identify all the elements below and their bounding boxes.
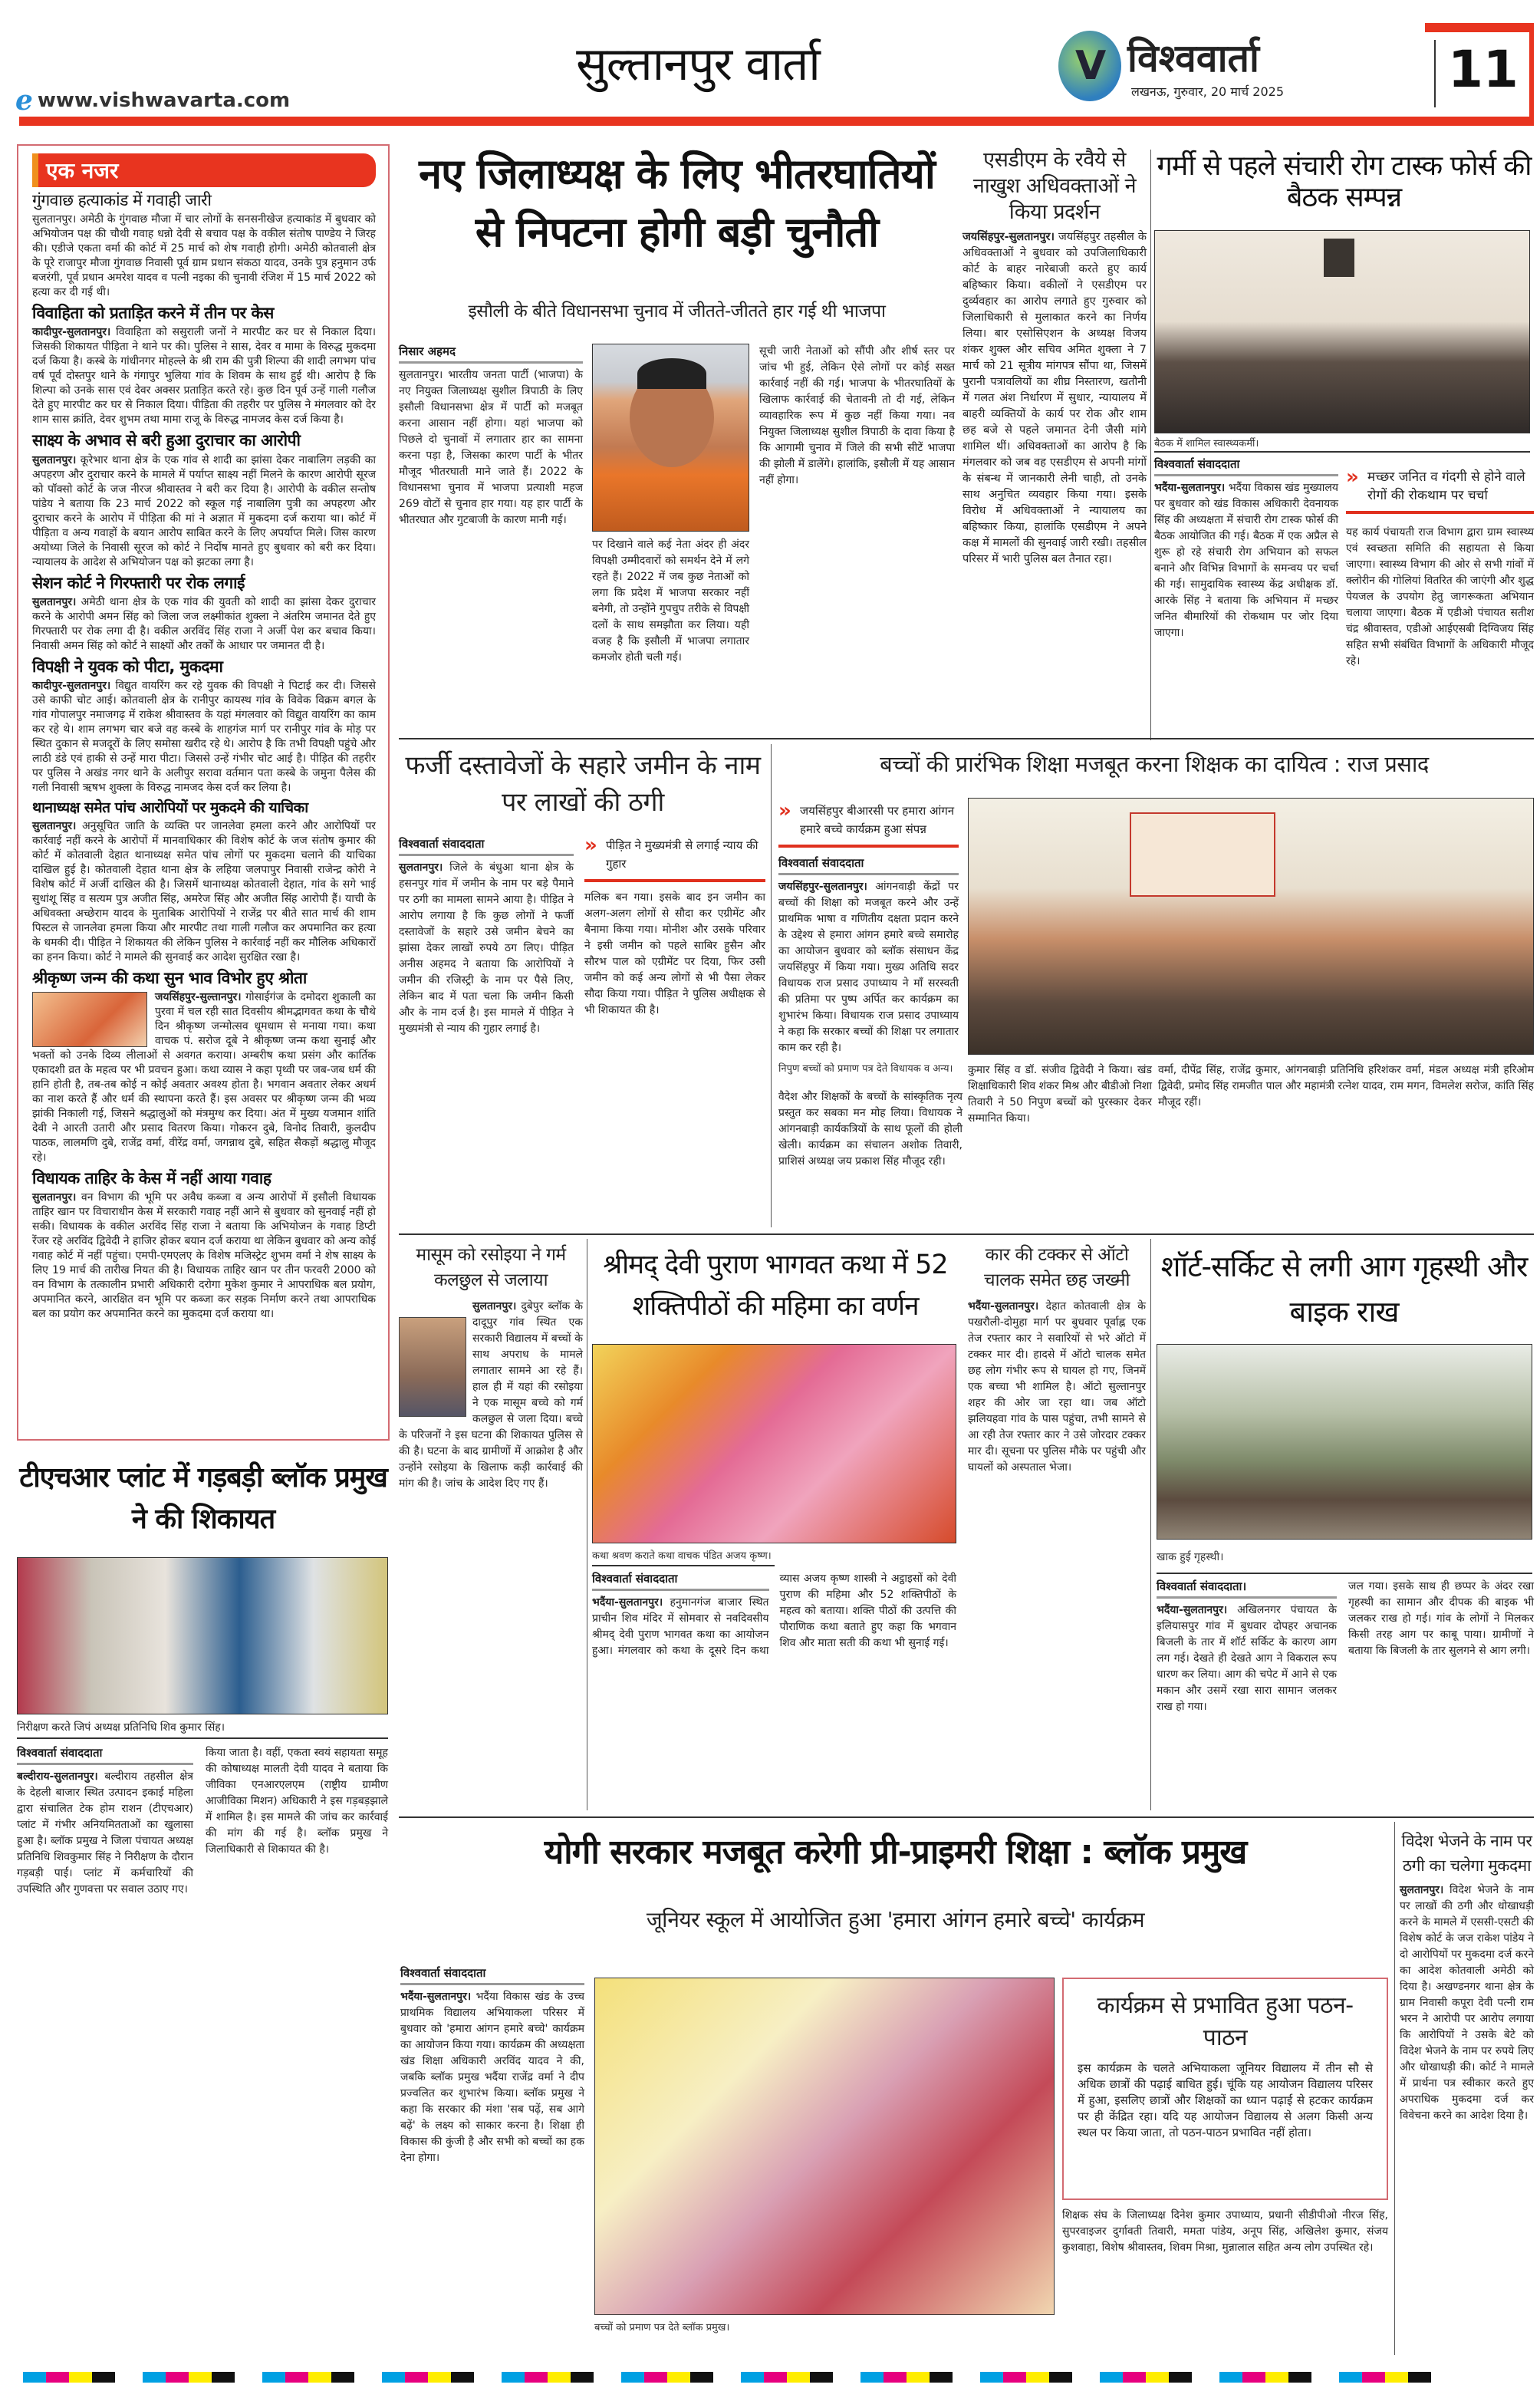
registration-swatch-group [502,2372,594,2389]
registration-swatch-group [1100,2372,1192,2389]
pull-quote: » पीड़ित ने मुख्यमंत्री से लगाई न्याय की गुहार [584,836,765,882]
divider [1394,1822,1395,2355]
registration-swatch [1123,2372,1146,2383]
registration-swatch [1169,2372,1192,2383]
yogi-subheadline: जूनियर स्कूल में आयोजित हुआ 'हमारा आंगन हमारे बच्चे' कार्यक्रम [646,1907,1145,1932]
registration-swatch [1219,2372,1242,2383]
registration-swatch [571,2372,594,2383]
accident-headline: कार की टक्कर से ऑटो चालक समेत छह जख्मी [984,1245,1130,1291]
brief-headline: गुंगवाछ हत्याकांड में गवाही जारी [32,191,212,209]
registration-swatch [1049,2372,1072,2383]
double-chevron-icon: » [584,834,597,857]
registration-swatch-group [143,2372,235,2389]
child-photo [399,1317,466,1417]
brief-headline: थानाध्यक्ष समेत पांच आरोपियों पर मुकदमे की याचिका [32,799,308,816]
color-registration-strip [0,2372,1540,2389]
section-divider [399,738,1534,739]
masthead-red-rule [19,117,1534,126]
devi-puran-caption: कथा श्रवण कराते कथा वाचक पंडित अजय कृष्ण। [592,1550,772,1562]
paper-logo-icon: V [1058,31,1121,101]
registration-swatch-group [980,2372,1072,2389]
land-fraud-col-2 [584,836,765,1231]
fire-col-1 [1157,1579,1337,1810]
land-fraud-body-2: मलिक बन गया। इसके बाद इन जमीन का अलग-अलग लोगों से सौदा कर एग्रीमेंट और बैनामा किया गया। मोनीश और उसके परिवार ने इसी जमीन को पहले साबिर हुसैन और सौरभ पाल को एग्रीमेंट पर दिया, फिर उसी जमीन को कई अन्य लोगों से भी पैसा लेकर सौदा किया गया। पीड़ित ने पुलिस अधीक्षक से भी शिकायत की है। [584,891,765,1016]
lead-col-1 [399,344,583,721]
registration-swatch [980,2372,1003,2383]
byline: विश्ववार्ता संवाददाता [778,855,959,875]
divider [1434,40,1436,107]
byline: विश्ववार्ता संवाददाता [17,1745,193,1765]
brief-item [32,574,376,654]
fire-body: भदैंया-सुलतानपुर। अखिलनगर पंचायत के इलियासपुर गांव में बुधवार दोपहर अचानक बिजली के तार में शॉर्ट सर्किट के कारण आग लग गई। देखते ही देखते आग ने विकराल रूप धारण कर लिया। आग की चपेट में आने से एक मकान और उसमें रखा सारा सामान जलकर राख हो गया। [1157,1604,1337,1713]
registration-swatch-group [860,2372,953,2389]
registration-swatch [23,2372,46,2383]
sdm-body: जयसिंहपुर-सुलतानपुर। जयसिंहपुर तहसील के अधिवक्ताओं ने बुधवार को उपजिलाधिकारी कोर्ट के बाहर नारेबाजी करते हुए कार्य बहिष्कार किया। वकीलों ने एसडीएम पर दुर्व्यवहार का आरोप लगाते हुए गुरुवार को जिलाधिकारी से मुलाकात करने का निर्णय लिया। बार एसोसिएशन के अध्यक्ष विजय शंकर शुक्ल और सचिव अमित शुक्ला ने 7 मार्च को 21 सूत्रीय मांगपत्र सौंपा था, जिसमें पुरानी पत्रावलियों का शीघ्र निस्तारण, खतौनी में गलत अंश निर्धारण में सुधार, न्यायालय में बाहरी व्यक्तियों के कार्य पर रोक और शाम छह बजे से पहले जमानत देनी जैसी मांगे शामिल थीं। अधिवक्ताओं का आरोप है कि मंगलवार को जब वह एसडीएम से अपनी मांगों के संबन्ध में जानकारी लेनी चाही, तो उनके साथ अनुचित व्यवहार किया गया। इसके विरोध में अधिवक्ताओं ने न्यायालय का बहिष्कार किया, हालांकि एसडीएम ने अपने कक्ष में मामलों की सुनवाई जारी रखी। तहसील परिसर में भारी पुलिस बल तैनात रहा। [962,231,1147,566]
task-force-photo [1154,230,1530,433]
brief-body: सुलतानपुर। कूरेभार थाना क्षेत्र के एक गांव से शादी का झांसा देकर नाबालिग लड़की का अपहरण और दुराचार करने के मामले में पर्याप्त साक्ष्य नहीं मिलने के कारण आरोपी सूरज को पॉक्सो कोर्ट के जज नीरज श्रीवास्तव ने बरी कर दिया है। आरोपी के वकील सन्तोष पांडेय ने बताया कि 23 मार्च 2022 को स्कूल गई नाबालिग पुत्री का अपहरण और दुराचार करने के आरोप में पीड़िता की मां ने अज्ञात में मुकदमा दर्ज कराया था। कोर्ट में पीड़िता व अन्य गवाहों के बयान आरोप साबित करने के लिए अपर्याप्त मिले। जिस कारण अयोध्या जिले के निवासी सूरज को कोर्ट ने निर्दोष मानते हुए बुधवार को बरी कर दिया। न्यायालय के आदेश से अभियोजन पक्ष को झटका लगा है। [32,453,377,568]
brief-body: जयसिंहपुर-सुल्तानपुर। गोसाईगंज के दमोदरा शुकाली का पुरवा में चल रही सात दिवसीय श्रीमद्भागवत कथा के चौथे दिन श्रीकृष्ण जन्मोत्सव धूमधाम से मनाया गया। कथा वाचक पं. सरोज दूबे ने श्रीकृष्ण जन्म कथा सुनाई और भक्तों को उनके दिव्य लीलाओं से अवगत कराया। अम्बरीष कथा प्रसंग और कार्तिक एकादशी व्रत के महत्व पर भी प्रवचन हुआ। कथा व्यास ने कहा पृथ्वी पर जब-जब धर्म की हानि होती है, तब-तब कोई न कोई अवतार अवश्य होता है। भगवान अवतार लेकर अधर्म का नाश करते हैं और धर्म की स्थापना करते हैं। इस अवसर पर श्रीकृष्ण जन्म की भव्य झांकी निकाली गई, जिसने श्रद्धालुओं को मंत्रमुग्ध कर दिया। अंत में मुख्य यजमान शांति देवी ने आरती उतारी और प्रसाद वितरण किया। गोकरन दुबे, विनोद तिवारी, कुलदीप पाठक, लालमणि दुबे, राजेंद्र वर्मा, वीरेंद्र वर्मा, जगन्नाथ दुबे, सहित सैकड़ों श्रद्धालु मौजूद रहे। [32,990,377,1164]
devi-puran-headline: श्रीमद् देवी पुराण भागवत कथा में 52 शक्तिपीठों की महिमा का वर्णन [603,1250,948,1322]
lead-body-col-3: सूची जारी नेताओं को सौंपी और शीर्ष स्तर पर जांच भी हुई, लेकिन ऐसे लोगों पर कोई सख्त कार्रवाई नहीं की गई। भाजपा के भीतरघातियों के खिलाफ कार्रवाई की चेतावनी तो दी गई, लेकिन व्यावहारिक रूप में कुछ नहीं किया गया। नव नियुक्त जिलाध्यक्ष सुशील त्रिपाठी के दावा किया है कि आगामी चुनाव में जिले की सभी सीटें भाजपा की झोली में डालेंगे। हालांकि, इसौली में यह आसान नहीं होगा। [759,345,955,486]
registration-swatch-group [1339,2372,1431,2389]
thr-col-1 [17,1745,193,2355]
videsh-body: सुलतानपुर। विदेश भेजने के नाम पर लाखों की ठगी और धोखाधड़ी करने के मामले में एससी-एसटी की विशेष कोर्ट के जज राकेश पांडेय ने दो आरोपियों पर मुकदमा दर्ज करने का आदेश कोतवाली अमेठी को दिया है। अखण्डनगर थाना क्षेत्र के ग्राम निवासी कपूरा देवी पत्नी राम भरन ने आरोपी पर आरोप लगाया कि आरोपियों ने उसके बेटे को विदेश भेजने के नाम पर रुपये लिए और धोखाधड़ी की। कोर्ट ने मामले में प्रार्थना पत्र स्वीकार करते हुए अपराधिक मुकदमा दर्ज कर विवेचना करने का आदेश दिया है। [1400,1884,1535,2122]
registration-swatch [741,2372,764,2383]
registration-swatch [644,2372,667,2383]
thr-body: बल्दीराय-सुलतानपुर। बल्दीराय तहसील क्षेत्र के देहली बाजार स्थित उत्पादन इकाई महिला द्वारा संचालित टेक होम राशन (टीएचआर) प्लांट में गंभीर अनियमितताओं का खुलासा हुआ है। ब्लॉक प्रमुख ने जिला पंचायत अध्यक्ष प्रतिनिधि शिवकुमार सिंह ने निरीक्षण के दौरान गड़बड़ी पाई। प्लांट में कर्मचारियों की उपस्थिति और गुणवत्ता पर सवाल उठाए गए। [17,1770,193,1895]
registration-swatch [667,2372,690,2383]
devi-puran-photo [592,1344,956,1543]
registration-swatch [405,2372,428,2383]
masthead [0,0,1540,130]
brief-item [32,1169,376,1322]
child-burn-story [399,1243,583,1810]
task-force-body: भदैंया-सुलतानपुर। भदैंया विकास खंड मुख्यालय पर बुधवार को खंड विकास अधिकारी देवनायक सिंह की अध्यक्षता में संचारी रोग टास्क फोर्स की बैठक आयोजित की गई। बैठक में एक अप्रैल से शुरू हो रहे संचारी रोग अभियान को सफल बनाने और विभिन्न विभागों के समन्वय पर चर्चा की गई। सामुदायिक स्वास्थ्य केंद्र अधीक्षक डॉ. आरके सिंह ने बताया कि अभियान में मच्छर जनित बीमारियों की रोकथाम पर जोर दिया जाएगा। [1154,482,1338,639]
brief-headline: विवाहिता को प्रताड़ित करने में तीन पर केस [32,304,274,323]
education-caption: निपुण बच्चों को प्रमाण पत्र देते विधायक व अन्य। [778,1063,953,1075]
registration-swatch-group [621,2372,713,2389]
brief-body: कादीपुर-सुलतानपुर। विद्युत वायरिंग कर रहे युवक की विपक्षी ने पिटाई कर दी। जिससे उसे काफी चोट आई। कोतवाली क्षेत्र के रानीपुर कायस्थ गांव के विवेक विक्रम बगल के गांव गोपालपुर नमाजगढ़ में राकेश श्रीवास्तव के यहां मंगलवार को विद्युत वायरिंग का काम कर रहे थे। शाम लगभग चार बजे वह कस्बे के शाहगंज मार्ग पर रानीपुर गांव के मोड़ पर स्थित दुकान से मजदूरों के लिए समोसा खरीद रहे थे। आरोप है कि तभी विपक्षी पहुंचे और लाठी डंडे एवं हाकी से उन्हें मारा पीटा। जिससे उन्हें गंभीर चोट आई है। पीड़ित की तहरीर पर पुलिस ने अखंड नगर थाने के अलीपुर सरावा वर्तमान पता कस्बे के जमुना पैलेस की गली निवासी ऋषभ शुक्ला के विरुद्ध नामजद केस दर्ज कर लिया है। [32,679,376,794]
box-headline: कार्यक्रम से प्रभावित हुआ पठन-पाठन [1097,1992,1354,2051]
thr-photo [17,1557,388,1714]
website-url[interactable]: e www.vishwavarta.com [15,84,291,117]
pull-quote: » जयसिंहपुर बीआरसी पर हमारा आंगन हमारे बच्चे कार्यक्रम हुआ संपन्न [778,802,959,848]
divider [1150,1239,1151,1810]
thr-caption: निरीक्षण करते जिपं अध्यक्ष प्रतिनिधि शिव कुमार सिंह। [17,1717,388,1739]
registration-swatch [262,2372,285,2383]
ek-nazar-box [17,144,390,1441]
dateline: लखनऊ, गुरुवार, 20 मार्च 2025 [1131,84,1285,99]
registration-swatch [1408,2372,1431,2383]
registration-swatch [166,2372,189,2383]
divider [1150,150,1151,740]
registration-swatch-group [382,2372,474,2389]
registration-swatch [884,2372,907,2383]
brief-item [32,799,376,965]
task-force-body-2: यह कार्य पंचायती राज विभाग द्वारा ग्राम स्वास्थ्य एवं स्वच्छता समिति की सहायता से किया जाएगा। स्वास्थ्य विभाग की ओर से सभी गांवों में क्लोरीन की गोलियां वितरित की जाएंगी और शुद्ध पेयजल के उपयोग हेतु जागरूकता अभियान चलाया जाएगा। बैठक में एडीओ पंचायत सतीश चंद्र श्रीवास्तव, एडीओ आईएसबी दिग्विजय सिंह सहित सभी संबंधित विभागों के अधिकारी मौजूद रहे। [1346,526,1534,667]
fire-body-2: जल गया। इसके साथ ही छप्पर के अंदर रखा गृहस्थी का सामान और दीपक की बाइक भी जलकर राख हो गई। गांव के लोगों ने मिलकर किसी तरह आग पर काबू पाया। ग्रामीणों ने बताया कि बिजली के तार सुलगने से आग लगी। [1348,1580,1534,1657]
registration-swatch-group [23,2372,115,2389]
child-burn-body: सुलतानपुर। दुबेपुर ब्लॉक के दादूपुर गांव स्थित एक सरकारी विद्यालय में बच्चों के साथ अपराध के मामले लगातार सामने आ रहे हैं। हाल ही में यहां की रसोइया ने एक मासूम बच्चे को गर्म कलछुल से जला दिया। बच्चे के परिजनों ने इस घटना की शिकायत पुलिस से की है। घटना के बाद ग्रामीणों में आक्रोश है और उन्होंने रसोइया के खिलाफ कड़ी कार्रवाई की मांग की है। जांच के आदेश दिए गए हैं। [399,1299,583,1490]
byline: विश्ववार्ता संवाददाता [400,1965,584,1985]
registration-swatch [548,2372,571,2383]
devi-puran-col [592,1571,956,1810]
registration-swatch [1146,2372,1169,2383]
registration-swatch [930,2372,953,2383]
task-force-caption: बैठक में शामिल स्वास्थ्यकर्मी। [1154,438,1259,450]
brief-headline: सेशन कोर्ट ने गिरफ्तारी पर रोक लगाई [32,573,245,592]
thr-body-2: किया जाता है। वहीं, एकता स्वयं सहायता समूह की कोषाध्यक्ष मालती देवी यादव ने बताया कि जीविका एनआरएलएम (राष्ट्रीय ग्रामीण आजीविका मिशन) अधिकारी ने इस गड़बड़झाले में शामिल है। इस मामले की जांच कर कार्रवाई की मांग की गई है। ब्लॉक प्रमुख ने जिलाधिकारी से शिकायत की है। [206,1747,388,1856]
yogi-headline: योगी सरकार मजबूत करेगी प्री-प्राइमरी शिक्षा : ब्लॉक प्रमुख [544,1833,1247,1872]
byline: विश्ववार्ता संवाददाता [399,836,574,856]
registration-swatch-group [262,2372,354,2389]
education-col-1 [778,799,959,1059]
registration-swatch-group [741,2372,833,2389]
registration-swatch [1242,2372,1265,2383]
section-title: सुल्तानपुर वार्ता [576,38,820,91]
lead-body-col-2: पर दिखाने वाले कई नेता अंदर ही अंदर विपक्षी उम्मीदवारों को समर्थन देने में लगे रहते हैं। 2022 में जब कुछ नेताओं को लगा कि प्रदेश में भाजपा सरकार नहीं बनेगी, तो उन्होंने गुपचुप तरीके से विपक्षी दलों के साथ समझौता कर लिया। यही वजह है कि इसौली में भाजपा लगातार कमजोर होती चली गई। [592,538,749,664]
land-fraud-body: सुलतानपुर। जिले के बंधुआ थाना क्षेत्र के हसनपुर गांव में जमीन के नाम पर बड़े पैमाने पर ठगी का मामला सामने आया है। पीड़ित ने आरोप लगाया है कि कुछ लोगों ने फर्जी दस्तावेजों के सहारे उसे जमीन बेचने का झांसा देकर लाखों रुपये ठग लिए। पीड़ित अनीस अहमद ने बताया कि आरोपियों ने जमीन की रजिस्ट्री के नाम पर पैसे लिए, लेकिन बाद में पता चला कि जमीन किसी और के नाम दर्ज है। इस मामले में पीड़ित ने मुख्यमंत्री से न्याय की गुहार लगाई है। [399,861,574,1035]
box-body: इस कार्यक्रम के चलते अभियाकला जूनियर विद्यालय में तीन सौ से अधिक छात्रों की पढ़ाई बाधित हुई। चूंकि यह आयोजन विद्यालय परिसर में हुआ, इसलिए छात्रों और शिक्षकों का ध्यान पढ़ाई से हटकर कार्यक्रम पर ही केंद्रित रहा। यदि यह आयोजन विद्यालय से अलग किसी अन्य स्थल पर किया जाता, तो पठन-पाठन प्रभावित नहीं होता। [1078,2061,1373,2139]
page-number: 11 [1448,40,1519,99]
byline: विश्ववार्ता संवाददाता [592,1571,769,1591]
byline: निसार अहमद [399,344,583,364]
brief-item [32,431,376,569]
brief-headline: श्रीकृष्ण जन्म की कथा सुन भाव विभोर हुए श्रोता [32,968,307,987]
registration-swatch [1003,2372,1026,2383]
task-force-headline: गर्मी से पहले संचारी रोग टास्क फोर्स की बैठक सम्पन्न [1157,150,1532,214]
divider [1154,451,1530,453]
child-burn-headline: मासूम को रसोइया ने गर्म कलछुल से जलाया [416,1245,566,1291]
registration-swatch-group [1219,2372,1311,2389]
registration-swatch [92,2372,115,2383]
fire-caption: खाक हुई गृहस्थी। [1157,1551,1224,1563]
land-fraud-col-1 [399,836,574,1231]
accident-body: भदैंया-सुलतानपुर। देहात कोतवाली क्षेत्र के पखरौली-दोमुहा मार्ग पर बुधवार पूर्वाह्न एक तेज रफ्तार कार ने सवारियों से भरे ऑटो में टक्कर मार दी। हादसे में ऑटो चालक समेत छह लोग गंभीर रूप से घायल हो गए, जिनमें एक बच्चा भी शामिल है। ऑटो सुल्तानपुर शहर की ओर जा रहा था। जब ऑटो झलियहवा गांव के पास पहुंचा, तभी सामने से आ रही तेज रफ्तार कार ने उसे जोरदार टक्कर मार दी। सूचना पर पुलिस मौके पर पहुंची और घायलों को अस्पताल भेजा। [968,1299,1147,1474]
browser-e-icon: e [15,84,33,117]
videsh-story [1400,1830,1534,2355]
registration-swatch [1288,2372,1311,2383]
brief-body: सुलतानपुर। अमेठी थाना क्षेत्र के एक गांव की युवती को शादी का झांसा देकर दुराचार करने के आरोपी अमन सिंह को जिला जज लक्ष्मीकांत शुक्ला ने अंतरिम जमानत देते हुए गिरफ्तारी पर रोक लगा दी है। वकील अरविंद सिंह राजा ने अर्जी पेश कर बचाव किया। निवासी अमन सिंह को कोर्ट ने साक्ष्यों और तर्कों के आधार पर जमानत दी है। [32,595,377,652]
registration-swatch [787,2372,810,2383]
registration-swatch [1026,2372,1049,2383]
videsh-headline: विदेश भेजने के नाम पर ठगी का चलेगा मुकदमा [1401,1832,1532,1875]
task-force-col-2 [1346,468,1534,740]
registration-swatch [143,2372,166,2383]
education-body: जयसिंहपुर-सुलतानपुर। आंगनवाड़ी केंद्रों पर बच्चों की शिक्षा को मजबूत करने और उन्हें प्राथमिक भाषा व गणितीय दक्षता प्रदान करने के उद्देश्य से हमारा आंगन हमारे बच्चे समारोह का आयोजन बुधवार को ब्लॉक संसाधन केंद्र जयसिंहपुर में किया गया। मुख्य अतिथि सदर विधायक राज प्रसाद उपाध्याय ने माँ सरस्वती की प्रतिमा पर पुष्प अर्पित कर कार्यक्रम का शुभारंभ किया। विधायक राज प्रसाद उपाध्याय ने कहा कि सरकार बच्चों की शिक्षा पर लगातार काम कर रही है। [778,881,959,1054]
education-body-3: कुमार सिंह व डॉ. संजीव द्विवेदी ने किया। खंड शिक्षाधिकारी शिव शंकर मिश्र और बीडीओ निशा तिवारी ने 50 निपुण बच्चों को पुरस्कार देकर सम्मानित किया। [968,1064,1152,1125]
fire-headline: शॉर्ट-सर्किट से लगी आग गृहस्थी और बाइक राख [1160,1250,1528,1329]
sdm-headline: एसडीएम के रवैये से नाखुश अधिवक्ताओं ने किया प्रदर्शन [972,148,1137,224]
yogi-caption: बच्चों को प्रमाण पत्र देते ब्लॉक प्रमुख। [594,2322,730,2333]
registration-swatch [331,2372,354,2383]
section-divider [399,1233,1534,1235]
accident-story [968,1243,1146,1810]
byline: विश्ववार्ता संवाददाता [1154,456,1338,476]
registration-swatch [860,2372,884,2383]
registration-swatch [810,2372,833,2383]
registration-swatch [1362,2372,1385,2383]
double-chevron-icon: » [1346,466,1359,489]
registration-swatch [1385,2372,1408,2383]
pull-quote: » मच्छर जनित व गंदगी से होने वाले रोगों की रोकथाम पर चर्चा [1346,468,1534,514]
brief-item [32,191,376,300]
registration-swatch [690,2372,713,2383]
ek-nazar-label: एक नजर [32,153,376,187]
yogi-photo [594,1978,1055,2315]
registration-swatch [212,2372,235,2383]
education-body-2: वैदेश और शिक्षकों के बच्चों के सांस्कृतिक नृत्य प्रस्तुत कर सबका मन मोह लिया। विधायक ने आंगनबाड़ी कार्यकत्रियों के साथ फूलों की होली खेली। कार्यक्रम का संचालन अशोक तिवारी, प्राशिसं अध्यक्ष जय प्रकाश सिंह मौजूद रही। [778,1091,962,1168]
double-chevron-icon: » [778,799,791,822]
brief-headline: विधायक ताहिर के केस में नहीं आया गवाह [32,1168,271,1187]
brief-photo-kathavachak [32,992,147,1047]
fire-photo [1157,1344,1532,1540]
brief-headline: विपक्षी ने युवक को पीटा, मुकदमा [32,657,223,676]
yogi-box [1062,1978,1388,2200]
yogi-body-2: शिक्षक संघ के जिलाध्यक्ष दिनेश कुमार उपाध्याय, प्रधानी सीडीपीओ नीरज सिंह, सुपरवाइजर दुर्गावती तिवारी, ममता पांडेय, अनूप सिंह, अखिलेश कुमार, संजय कुशवाहा, विशेष श्रीवास्तव, शिवम मिश्रा, मुन्नालाल सहित अन्य लोग उपस्थित रहे। [1062,2209,1388,2254]
lead-headline: नए जिलाध्यक्ष के लिए भीतरघातियों से निपटना होगी बड़ी चुनौती [419,150,935,257]
brief-item [32,304,376,427]
paper-name: विश्ववार्ता [1127,36,1259,81]
registration-swatch [525,2372,548,2383]
brief-item [32,657,376,795]
registration-swatch [621,2372,644,2383]
section-divider [399,1816,1534,1818]
brief-body: सुलतानपुर। वन विभाग की भूमि पर अवैध कब्जा व अन्य आरोपों में इसौली विधायक ताहिर खान पर विचाराधीन केस में सरकारी गवाह नहीं आने से बुधवार को सुनवाई नहीं हो सकी। विधायक के वकील अरविंद सिंह राजा ने बताया कि अभियोजन के गवाह डिप्टी रेंजर रहे अरविंद द्विवेदी ने हाजिर होकर बयान दर्ज कराया था लेकिन बुधवार को अन्य कोई गवाह कोर्ट में नहीं पहुंचा। एमपी-एमएलए के विशेष मजिस्ट्रेट शुभम वर्मा ने शेष साक्ष्य के लिए 19 मार्च की तारीख नियत की है। विधायक ताहिर खान पर तीन फरवरी 2000 को वन विभाग के तत्कालीन प्रभारी अधिकारी दरोगा मुकेश कुमार ने आपराधिक बल प्रयोग, अपमानित करने, आरक्षित वन भूमि पर कब्जा कर सड़क निर्माण करने तथा आपराधिक बल का प्रयोग कर अपमानित करने का मुकदमा दर्ज कराया था। [32,1191,376,1321]
lead-photo-leader [592,344,749,532]
lead-body: सुलतानपुर। भारतीय जनता पार्टी (भाजपा) के नए नियुक्त जिलाध्यक्ष सुशील त्रिपाठी के लिए इसौली विधानसभा क्षेत्र में पार्टी को मजबूत करना आसान नहीं होगा। यहां भाजपा को पिछले दो चुनावों में लगातार हार का सामना करना पड़ा है, जिसका कारण पार्टी के भीतर मौजूद भीतरघाती माने जाते हैं। 2022 के विधानसभा चुनाव में भाजपा प्रत्याशी महज 269 वोटों से चुनाव हार गया। यह हार पार्टी के भीतरघात और गुटबाजी के कारण मानी गई। [399,369,583,526]
divider [1157,1573,1532,1574]
divider [771,744,772,1227]
byline: विश्ववार्ता संवाददाता। [1157,1579,1337,1599]
task-force-col-1 [1154,456,1338,740]
divider [592,1565,775,1566]
yogi-col-1 [400,1965,584,2355]
land-fraud-headline: फर्जी दस्तावेजों के सहारे जमीन के नाम पर लाखों की ठगी [405,750,761,818]
registration-swatch [382,2372,405,2383]
lead-subheadline: इसौली के बीते विधानसभा चुनाव में जीतते-जीतते हार गई थी भाजपा [468,301,886,321]
registration-swatch [451,2372,474,2383]
registration-swatch [1339,2372,1362,2383]
yogi-body: भदैंया-सुलतानपुर। भदैंया विकास खंड के उच्च प्राथमिक विद्यालय अभियाकला परिसर में बुधवार को 'हमारा आंगन हमारे बच्चे' कार्यक्रम का आयोजन किया गया। कार्यक्रम की अध्यक्षता खंड शिक्षा अधिकारी अरविंद यादव ने की, जबकि ब्लॉक प्रमुख भदैंया राजेंद्र वर्मा ने दीप प्रज्वलित कर शुभारंभ किया। ब्लॉक प्रमुख ने कहा कि सरकार की मंशा 'सब पढ़ें, सब आगे बढ़ें' के लक्ष्य को साकार करना है। शिक्षा ही विकास की कुंजी है और सभी को बच्चों का हक देना होगा। [400,1991,585,2164]
education-body-4: वर्मा, दीपेंद्र सिंह, राजेंद्र कुमार, आंगनबाड़ी प्रतिनिधि हरिशंकर वर्मा, मंडल अध्यक्ष मंत्री हरिओम द्विवेदी, प्रमोद सिंह रामजीत पाल और महामंत्री रत्नेश यादव, राम मगन, विमलेश सरोज, कांति सिंह मौजूद रहीं। [1158,1064,1534,1108]
devi-puran-body: भदैंया-सुलतानपुर। हनुमानगंज बाजार स्थित प्राचीन शिव मंदिर में सोमवार से नवदिवसीय श्रीमद् देवी पुराण भागवत कथा का आयोजन हुआ। मंगलवार को कथा के दूसरे दिन कथा व्यास अजय कृष्ण शास्त्री ने अट्ठाइसों को देवी पुराण की महिमा और 52 शक्तिपीठों के महत्व को बताया। शक्ति पीठों की उत्पत्ति की पौराणिक कथा बताते हुए कहा कि भगवान शिव और माता सती की कथा भी सुनाई गई। [592,1573,956,1657]
registration-swatch [907,2372,930,2383]
registration-swatch [428,2372,451,2383]
brief-body: कादीपुर-सुलतानपुर। विवाहिता को ससुराली जनों ने मारपीट कर घर से निकाल दिया। जिसकी शिकायत पीड़िता ने थाने पर की। पुलिस ने सास, देवर व मामा के विरुद्ध मुकदमा दर्ज किया है। कस्बे के गांधीनगर मोहल्ले के श्री राम की पुत्री शिल्पा की शादी लगभग पांच वर्ष पूर्व दोस्तपुर थाने के गंगापुर भुलिया गांव के शिवम के साथ हुई थी। आरोप है कि शिल्पा को उनके सास एवं देवर अक्सर प्रताड़ित करते रहे। कुछ दिन पूर्व उन्हें गाली गलौज देते हुए मारपीट कर घर से निकाल दिया। पीड़िता की तहरीर पर पुलिस ने मंगलवार को देर शाम सास क्रांति, देवर शुभम तथा मामा राजू के विरुद्ध नामजद केस दर्ज किया है। [32,326,376,427]
registration-swatch [764,2372,787,2383]
registration-swatch [308,2372,331,2383]
brief-body: सुलतानपुर। अमेठी के गुंगवाछ मौजा में चार लोगों के सनसनीखेज हत्याकांड में बुधवार को अभियोजन पक्ष की चौथी गवाह धन्नो देवी से बचाव पक्ष के वकील संतोष पाण्डेय ने जिरह की। एडीजे एकता वर्मा की कोर्ट में 25 मार्च को शेष गवाही होगी। अमेठी कोतवाली क्षेत्र के पूरे राजापुर मौजा गुंगवाछ निवासी पूर्व ग्राम प्रधान संकठा यादव, उनके पुत्र हनुमान उर्फ बजरंगी, पूर्व प्रधान अमरेश यादव व पत्नी नइका की चुनावी रंजिश में 15 मार्च 2022 को हत्या कर दी गई थी। [32,213,376,299]
brief-headline: साक्ष्य के अभाव से बरी हुआ दुराचार का आरोपी [32,431,301,450]
registration-swatch [285,2372,308,2383]
registration-swatch [502,2372,525,2383]
registration-swatch [46,2372,69,2383]
sdm-story [962,147,1147,738]
education-headline: बच्चों की प्रारंभिक शिक्षा मजबूत करना शिक्षक का दायित्व : राज प्रसाद [880,751,1429,777]
registration-swatch [1100,2372,1123,2383]
education-photo [968,798,1534,1055]
registration-swatch [1265,2372,1288,2383]
brief-body: सुलतानपुर। अनुसूचित जाति के व्यक्ति पर जानलेवा हमला करने और आरोपियों पर कार्रवाई नहीं करने के आरोपों में मानवाधिकार की विशेष कोर्ट के जज संतोष कुमार की कोर्ट में कोतवाली देहात थानाध्यक्ष समेत पांच लोगों पर मुकदमा चलाने की याचिका दाखिल हुई है। कोतवाली देहात थाना क्षेत्र के लहिया जलपापुर निवासी राजेन्द्र कोरी ने विशेष कोर्ट में अर्जी दाखिल की है। जिसमें थानाध्यक्ष कोतवाली देहात, गांव के सगे भाई सुधांशू सिंह व सत्यम पुत्र अजीत सिंह, अमरेज सिंह और अजीत सिंह आरोपी हैं। याची के अधिवक्ता अच्छेराम यादव के मुताबिक आरोपियों ने राजेंद्र पर बीते सात मार्च की शाम पिस्टल से जानलेवा हमला किया और मारपीट तथा गाली गलौज कर अपमानित कर हत्या के धमकी दी। पीड़ित ने शिकायत की लेकिन पुलिस ने कार्रवाई नहीं कर मौलिक अधिकारों का हनन किया। कोर्ट ने मामले की सुनवाई कर आदेश सुरक्षित रखा है। [32,819,376,963]
registration-swatch [69,2372,92,2383]
thr-headline: टीएचआर प्लांट में गड़बड़ी ब्लॉक प्रमुख ने की शिकायत [19,1462,387,1535]
brief-item [32,969,376,1165]
registration-swatch [189,2372,212,2383]
